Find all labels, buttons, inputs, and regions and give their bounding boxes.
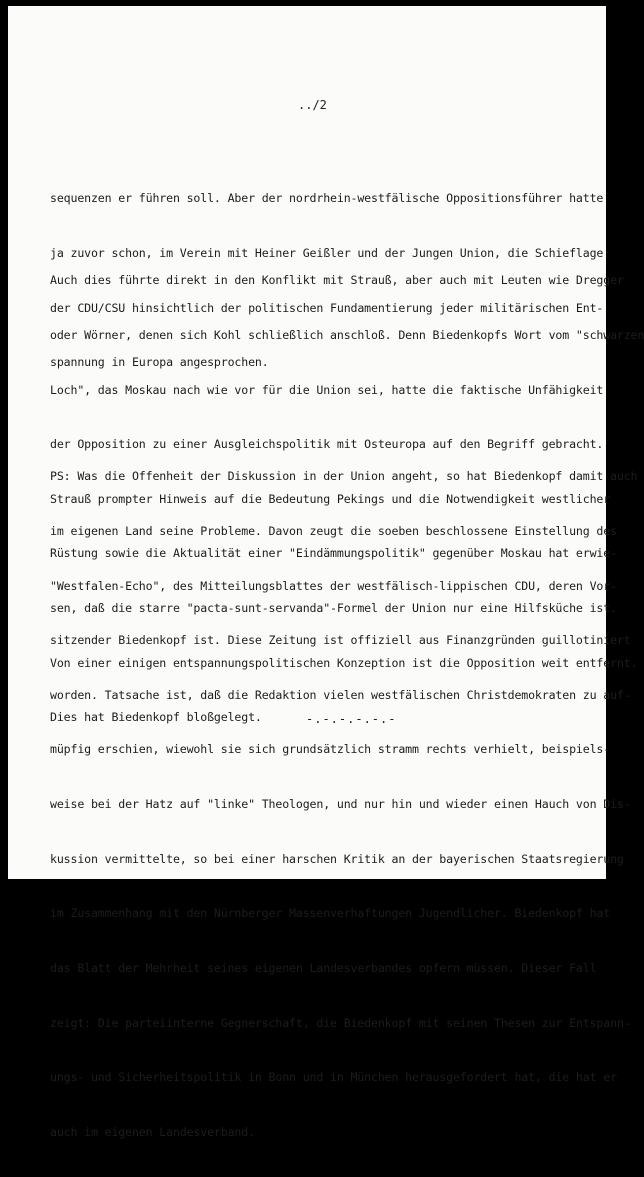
text-line: oder Wörner, denen sich Kohl schließlich anschloß. Denn Biedenkopfs Wort vom "schwarzen <box>50 328 644 343</box>
text-line: im Zusammenhang mit den Nürnberger Massenverhaftungen Jugendlicher. Biedenkopf hat <box>50 906 611 921</box>
text-line: "Westfalen-Echo", des Mitteilungsblattes der westfälisch-lippischen CDU, deren Vor- <box>50 578 617 593</box>
text-line: Von einer einigen entspannungspolitischen Konzeption ist die Opposition weit entfernt. <box>50 655 638 670</box>
end-marker: -.-.-.-.-.- <box>306 712 397 726</box>
text-line: Rüstung sowie die Aktualität einer "Eindämmungspolitik" gegenüber Moskau hat erwie- <box>50 546 617 561</box>
text-line: sequenzen er führen soll. Aber der nordrhein-westfälische Oppositionsführer hatte <box>50 191 604 206</box>
document-page <box>8 6 644 1139</box>
text-line: das Blatt der Mehrheit seines eigenen Landesverbandes opfern müssen. Dieser Fall <box>50 960 597 975</box>
text-line: Loch", das Moskau nach wie vor für die Union sei, hatte die faktische Unfähigkeit <box>50 382 604 397</box>
text-line: der CDU/CSU hinsichtlich der politischen Fundamentierung jeder militärischen Ent- <box>50 300 604 315</box>
text-line: worden. Tatsache ist, daß die Redaktion vielen westfälischen Christdemokraten zu auf- <box>50 687 631 702</box>
text-line: ungs- und Sicherheitspolitik in Bonn und in München herausgefordert hat, die hat er <box>50 1070 617 1085</box>
text-line: weise bei der Hatz auf "linke" Theologen, und nur hin und wieder einen Hauch von Dis- <box>50 797 631 812</box>
page-number-marker: ../2 <box>298 98 327 112</box>
text-line: sitzender Biedenkopf ist. Diese Zeitung ist offiziell aus Finanzgründen guillotiniert <box>50 633 631 648</box>
text-line: ja zuvor schon, im Verein mit Heiner Geißler und der Jungen Union, die Schieflage <box>50 246 604 261</box>
text-line: müpfig erschien, wiewohl sie sich grundsätzlich stramm rechts verhielt, beispiels- <box>50 742 611 757</box>
text-line: Dies hat Biedenkopf bloßgelegt. <box>50 710 262 725</box>
text-line: Strauß prompter Hinweis auf die Bedeutung Pekings und die Notwendigkeit westlicher <box>50 491 611 506</box>
text-line: sen, daß die starre "pacta-sunt-servanda"-Formel der Union nur eine Hilfsküche ist. <box>50 601 617 616</box>
text-line: Auch dies führte direkt in den Konflikt mit Strauß, aber auch mit Leuten wie Dregger <box>50 273 624 288</box>
text-line: zeigt: Die parteiinterne Gegnerschaft, die Biedenkopf mit seinen Thesen zur Entspann- <box>50 1015 631 1030</box>
text-line: der Opposition zu einer Ausgleichspolitik mit Osteuropa auf den Begriff gebracht. <box>50 437 604 452</box>
text-line: spannung in Europa angesprochen. <box>50 355 269 370</box>
paragraph-ps <box>50 431 637 1177</box>
text-line: im eigenen Land seine Probleme. Davon zeugt die soeben beschlossene Einstellung des <box>50 524 617 539</box>
text-line: PS: Was die Offenheit der Diskussion in der Union angeht, so hat Biedenkopf damit auch <box>50 469 638 484</box>
text-line: auch im eigenen Landesverband. <box>50 1124 255 1139</box>
text-line: kussion vermittelte, so bei einer harschen Kritik an der bayerischen Staatsregierung <box>50 851 624 866</box>
